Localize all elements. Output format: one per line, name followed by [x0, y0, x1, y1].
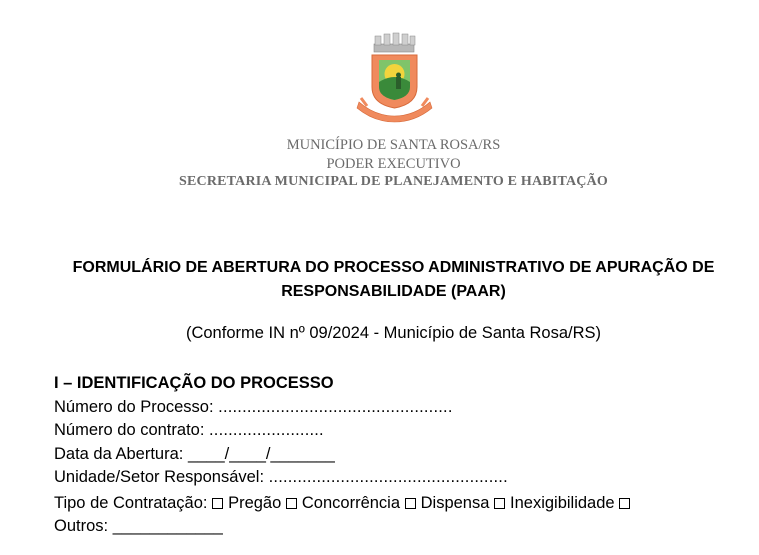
pregao-checkbox[interactable] — [212, 498, 223, 509]
section-heading: I – IDENTIFICAÇÃO DO PROCESSO — [54, 374, 334, 392]
contract-number-field[interactable]: ........................ — [209, 421, 324, 439]
process-number-label: Número do Processo: — [54, 397, 214, 416]
coat-of-arms-logo — [355, 32, 435, 124]
contract-type-label: Tipo de Contratação: — [54, 493, 208, 512]
responsible-unit-label: Unidade/Setor Responsável: — [54, 468, 265, 486]
process-number-field[interactable]: ................................................. — [218, 397, 453, 416]
header-power: PODER EXECUTIVO — [326, 156, 461, 172]
inexigibilidade-label: Inexigibilidade — [510, 493, 615, 512]
dispensa-checkbox[interactable] — [405, 498, 416, 509]
responsible-unit-line — [54, 466, 744, 490]
shield-icon — [372, 55, 417, 108]
crown-icon — [374, 33, 415, 52]
concorrencia-label: Concorrência — [301, 493, 401, 512]
header-secretariat: SECRETARIA MUNICIPAL DE PLANEJAMENTO E HABITAÇÃO — [178, 174, 608, 189]
process-number-line — [54, 396, 744, 420]
pregao-label: Pregão — [228, 493, 282, 512]
identification-section — [54, 372, 744, 539]
form-subtitle: (Conforme IN nº 09/2024 - Município de Santa Rosa/RS) — [185, 324, 602, 342]
opening-date-line — [54, 443, 744, 467]
form-title: FORMULÁRIO DE ABERTURA DO PROCESSO ADMINISTRATIVO DE APURAÇÃO DE RESPONSABILIDADE (PAAR) — [72, 259, 715, 300]
contract-number-line — [54, 419, 744, 443]
concorrencia-checkbox[interactable] — [286, 498, 297, 509]
contract-number-label: Número do contrato: — [54, 421, 205, 439]
header-municipality: MUNICÍPIO DE SANTA ROSA/RS — [286, 137, 501, 153]
dispensa-label: Dispensa — [420, 493, 490, 512]
opening-date-field[interactable]: ____/____/_______ — [187, 444, 335, 463]
outros-field[interactable]: ____________ — [112, 517, 223, 535]
opening-date-label: Data da Abertura: — [54, 444, 184, 463]
responsible-unit-field[interactable]: .................................................. — [268, 468, 508, 486]
contract-type-line — [54, 492, 744, 539]
inexigibilidade-checkbox[interactable] — [494, 498, 505, 509]
outros-label: Outros: — [54, 517, 109, 535]
outros-checkbox[interactable] — [619, 498, 630, 509]
